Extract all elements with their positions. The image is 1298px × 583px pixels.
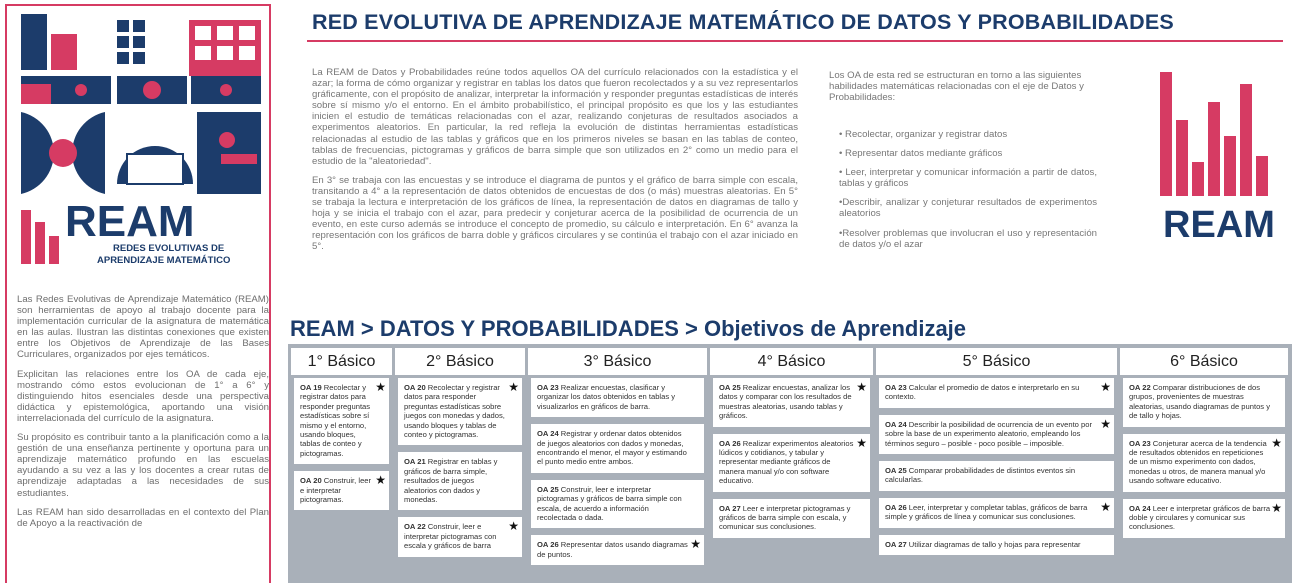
objective-card[interactable] <box>879 498 1114 528</box>
essential-star-icon: ★ <box>690 537 701 552</box>
objective-text: Calcular el promedio de datos e interpretarlo en su contexto. <box>885 383 1080 402</box>
objective-card[interactable] <box>398 452 522 510</box>
objective-code: OA 23 <box>885 383 907 392</box>
grade-column-4 <box>713 378 870 545</box>
grade-column-5 <box>879 378 1114 562</box>
objective-code: OA 26 <box>885 502 907 512</box>
grade-header-5: 5° Básico <box>876 348 1117 375</box>
skills-list-item: •Resolver problemas que involucran el uso y representación de datos y/o el azar <box>839 227 1097 250</box>
objective-text: Construir, leer e interpretar pictogramas. <box>300 476 372 505</box>
objective-code: OA 22 <box>404 522 426 532</box>
objective-text: Describir la posibilidad de ocurrencia de un evento por sobre la base de un experimento aleatorio, empleando los términos seguro – posible - poco posible – imposible. <box>885 419 1092 448</box>
objective-card[interactable] <box>294 471 389 510</box>
skills-list-item: •Describir, analizar y conjeturar resultados de experimentos aleatorios <box>839 197 1097 220</box>
objective-card[interactable] <box>531 378 704 417</box>
essential-star-icon: ★ <box>856 435 867 450</box>
intro-text <box>312 67 798 261</box>
objective-card[interactable] <box>531 424 704 473</box>
objective-card[interactable] <box>713 499 870 538</box>
bar-chart-logo-icon <box>1156 72 1282 242</box>
essential-star-icon: ★ <box>1100 499 1111 514</box>
intro-paragraph: La REAM de Datos y Probabilidades reúne todos aquellos OA del currículo relacionados con la estadística y el azar; la forma de cómo organizar y registrar en tablas los datos que fueron recolectados y a su vez representarlos gráficamente, con el propósito de analizar, interpretar la información y responder preguntas estadísticas de interés sobre sí mismo y/o el entorno. En el ámbito probabilístico, el principal propósito es que los y las estudiantes inicien el estudio de temáticas relacionadas con el azar, realizando conjeturas de resultados asociados a experimentos aleatorios. En particular, la red refleja la evolución de distintas herramientas estadísticas relacionadas al estudio de las tablas y gráficos que en los primeros niveles se basan en las tablas de conteo, tablas de frecuencias, pictogramas y gráficos de barra simple que son utilizados en 2° como un medio para el estudio de la "aleatoriedad". <box>312 67 798 167</box>
objective-text: Leer e interpretar gráficos de barra doble y circulares y comunicar sus conclusiones. <box>1129 503 1271 532</box>
objective-code: OA 25 <box>719 383 741 392</box>
objective-text: Representar datos usando diagramas de puntos. <box>537 540 688 559</box>
objective-code: OA 27 <box>719 503 741 513</box>
ream-small-logo <box>1156 72 1282 242</box>
sidebar-paragraph: Su propósito es contribuir tanto a la planificación como a la gestión de una enseñanza pertinente y oportuna para un aprendizaje matemático profundo en las escuelas ayudando a su vez a las y los docentes a crear rutas de aprendizaje adaptadas a las necesidades de sus estudiantes. <box>17 432 269 499</box>
ream-logo-graphic <box>21 14 261 269</box>
objective-code: OA 20 <box>404 383 426 392</box>
skills-intro: Los OA de esta red se estructuran en torno a las siguientes habilidades matemáticas relacionadas con el eje de Datos y Probabilidades: <box>829 70 1084 103</box>
skills-list-item: • Recolectar, organizar y registrar datos <box>839 129 1008 140</box>
objective-card[interactable] <box>1123 378 1285 427</box>
objective-code: OA 27 <box>885 539 907 549</box>
essential-star-icon: ★ <box>1271 500 1282 515</box>
skills-list-item: • Leer, interpretar y comunicar información a partir de datos, tablas y gráficos <box>839 167 1097 190</box>
objective-card[interactable] <box>398 517 522 556</box>
sidebar-paragraph: Las Redes Evolutivas de Aprendizaje Matemático (REAM) son herramientas de apoyo al trabajo docente para la implementación curricular de la asignatura de matemática en las aulas. Ilustran las distintas conexiones que existen entre los Objetivos de Aprendizaje de las Bases Curriculares, organizados por ejes temáticos. <box>17 294 269 361</box>
objective-text: Registrar y ordenar datos obtenidos de juegos aleatorios con dados y monedas, encontrando el menor, el mayor y estimando el punto medio entre ambos. <box>537 429 687 467</box>
ream-logo <box>21 14 261 269</box>
objective-card[interactable] <box>879 535 1114 555</box>
objective-text: Conjeturar acerca de la tendencia de resultados obtenidos en repeticiones de un mismo experimento con dados, monedas u otros, de manera manual y/o usando software educativo. <box>1129 438 1267 486</box>
intro-paragraph: En 3° se trabaja con las encuestas y se introduce el diagrama de puntos y el gráfico de barra simple con escala, transitando a 4° a la representación de datos obtenidos de encuestas de dos (o más) muestras aleatorias. En 5° se trabaja la lectura e interpretación de los gráficos de línea, la representación de datos en diagramas de tallo y hoja y se inicia el trabajo con el azar, para predecir y conjeturar acerca de la posibilidad de ocurrencia de un evento, en este curso además se introduce el concepto de promedio, su cálculo e interpretación. En 6° avanza la representación con los gráficos de barra doble y gráficos circulares y se continúa el trabajo con el azar iniciado en 5°. <box>312 174 798 253</box>
essential-star-icon: ★ <box>1100 380 1111 394</box>
objective-text: Leer, interpretar y completar tablas, gráficos de barra simple y gráficos de línea y comunicar sus conclusiones. <box>885 502 1088 522</box>
objective-card[interactable] <box>713 378 870 427</box>
sidebar-description <box>17 294 269 537</box>
ream-logo-subtitle-2: APRENDIZAJE MATEMÁTICO <box>97 255 231 266</box>
objective-code: OA 21 <box>404 457 426 467</box>
objective-card[interactable] <box>1123 434 1285 492</box>
essential-star-icon: ★ <box>1100 416 1111 431</box>
objective-code: OA 25 <box>537 484 559 494</box>
objective-card[interactable] <box>531 535 704 565</box>
objective-text: Utilizar diagramas de tallo y hojas para representar <box>906 539 1081 549</box>
essential-star-icon: ★ <box>375 473 386 488</box>
essential-star-icon: ★ <box>508 380 519 394</box>
skills-list <box>839 129 1097 258</box>
grade-header-3: 3° Básico <box>528 348 707 375</box>
small-logo-word: REAM <box>1163 204 1275 242</box>
sidebar <box>5 4 271 583</box>
objective-card[interactable] <box>1123 499 1285 538</box>
objective-code: OA 23 <box>1129 438 1151 448</box>
essential-star-icon: ★ <box>508 519 519 534</box>
sidebar-paragraph: Explicitan las relaciones entre los OA de cada eje, mostrando cómo estos evolucionan de 1° a 6° y distinguiendo hitos esenciales desde una perspectiva didáctica y epistemológica, aportando una visión interrelacionada del currículo de la asignatura. <box>17 368 269 424</box>
objective-text: Construir, leer e interpretar pictogramas con escala y gráficos de barra <box>404 522 497 551</box>
objective-text: Leer e interpretar pictogramas y gráficos de barra simple con escala, y comunicar sus conclusiones. <box>719 503 851 532</box>
objective-code: OA 19 <box>300 383 322 392</box>
objective-code: OA 26 <box>719 438 741 448</box>
objective-card[interactable] <box>879 378 1114 408</box>
objective-code: OA 23 <box>537 383 559 392</box>
ream-logo-word: REAM <box>65 197 195 246</box>
grade-header-4: 4° Básico <box>710 348 873 375</box>
objective-text: Realizar encuestas, analizar los datos y comparar con los resultados de muestras aleatorias, usando tablas y gráficos. <box>719 383 852 421</box>
objective-card[interactable] <box>879 415 1114 454</box>
objective-code: OA 22 <box>1129 383 1151 392</box>
objective-card[interactable] <box>398 378 522 445</box>
page-title: RED EVOLUTIVA DE APRENDIZAJE MATEMÁTICO DE DATOS Y PROBABILIDADES <box>312 10 1174 34</box>
objective-card[interactable] <box>531 480 704 529</box>
grade-header-2: 2° Básico <box>395 348 525 375</box>
objective-text: Recolectar y registrar datos para responder preguntas estadísticas sobre sí mismo y el entorno, usando bloques, tablas de conteo y pictogramas. <box>300 383 371 458</box>
objective-text: Comparar distribuciones de dos grupos, provenientes de muestras aleatorias, usando diagramas de puntos y de tallo y hojas. <box>1129 383 1270 421</box>
ream-logo-subtitle-1: REDES EVOLUTIVAS DE <box>113 243 225 254</box>
essential-star-icon: ★ <box>856 380 867 394</box>
section-title: REAM > DATOS Y PROBABILIDADES > Objetivos de Aprendizaje <box>290 316 967 341</box>
essential-star-icon: ★ <box>375 380 386 394</box>
objective-code: OA 25 <box>885 466 907 476</box>
grade-column-6 <box>1123 378 1285 545</box>
objective-code: OA 24 <box>537 429 559 439</box>
grade-column-2 <box>398 378 522 564</box>
grade-header-6: 6° Básico <box>1120 348 1288 375</box>
skills-list-item: • Representar datos mediante gráficos <box>839 148 1003 160</box>
objective-card[interactable] <box>879 461 1114 491</box>
objective-text: Registrar en tablas y gráficos de barra simple, resultados de juegos aleatorios con dados y monedas. <box>404 457 498 505</box>
objective-card[interactable] <box>713 434 870 492</box>
objective-code: OA 20 <box>300 476 322 486</box>
grade-column-3 <box>531 378 704 572</box>
objective-code: OA 24 <box>885 419 907 429</box>
grade-header-1: 1° Básico <box>291 348 392 375</box>
essential-star-icon: ★ <box>1271 435 1282 450</box>
objective-text: Recolectar y registrar datos para responder preguntas estadísticas sobre juegos con monedas y dados, usando bloques y tablas de conteo y pictogramas. <box>404 383 505 440</box>
objective-text: Construir, leer e interpretar pictogramas y gráficos de barra simple con escala, de acuerdo a información recolectada o dada. <box>537 484 682 523</box>
grade-column-1 <box>294 378 389 517</box>
objective-text: Comparar probabilidades de distintos eventos sin calcularlas. <box>885 466 1076 485</box>
objective-code: OA 24 <box>1129 503 1151 513</box>
objective-card[interactable] <box>294 378 389 464</box>
sidebar-paragraph: Las REAM han sido desarrolladas en el contexto del Plan de Apoyo a la reactivación de <box>17 506 269 529</box>
objective-text: Realizar experimentos aleatorios lúdicos y cotidianos, y tabular y representar mediante gráficos de manera manual y/o con software educativo. <box>719 438 854 486</box>
objectives-grid <box>288 344 1292 583</box>
title-divider <box>307 40 1283 42</box>
objective-code: OA 26 <box>537 540 559 550</box>
objective-text: Realizar encuestas, clasificar y organizar los datos obtenidos en tablas y visualizarlos en gráficos de barra. <box>537 383 676 411</box>
